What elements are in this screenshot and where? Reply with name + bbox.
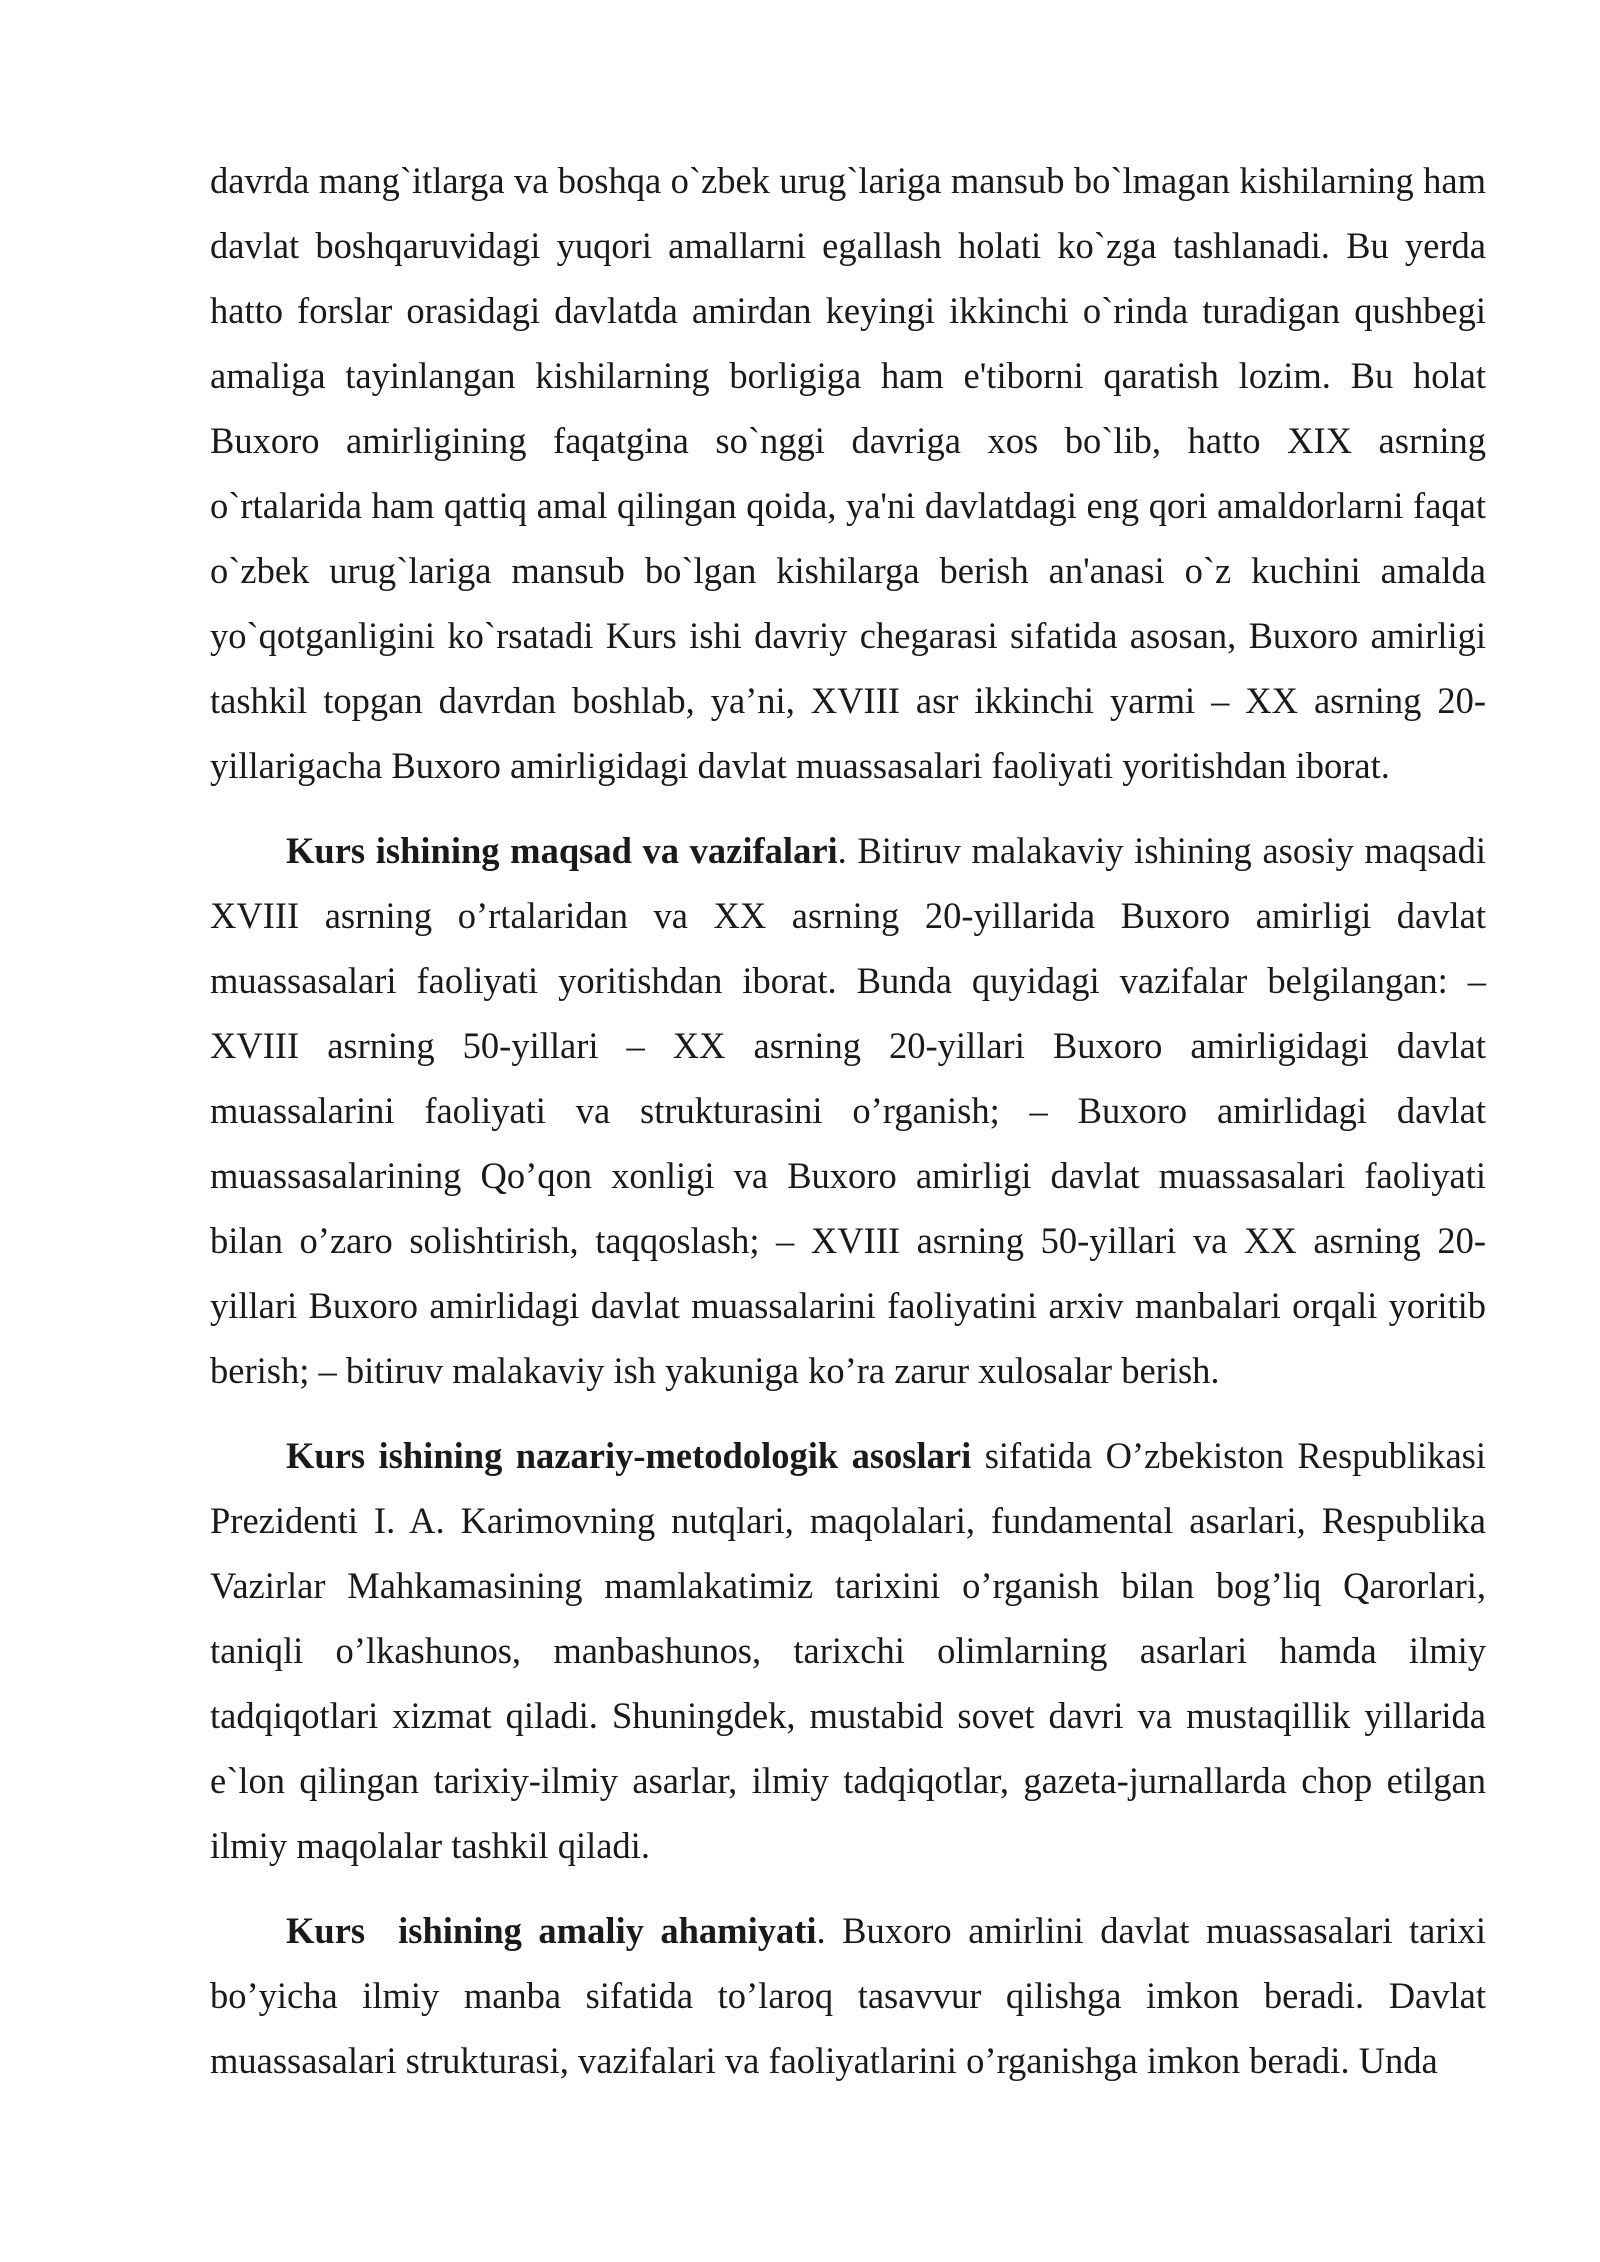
paragraph-heading: Kurs ishining maqsad va vazifalari xyxy=(286,830,838,871)
paragraph-goals xyxy=(210,818,1486,1403)
document-body xyxy=(210,148,1486,2093)
paragraph-heading: Kurs ishining nazariy-metodologik asoslari xyxy=(286,1435,972,1476)
paragraph-methodology xyxy=(210,1423,1486,1878)
paragraph-text: . Buxoro amirlini davlat muassasalari tarixi bo’yicha ilmiy manba sifatida to’laroq tasavvur qilishga imkon beradi. Davlat muassasalari strukturasi, vazifalari va faoliyatlarini o’rganishga imkon beradi. Unda xyxy=(210,1910,1487,2081)
paragraph-heading: Kurs ishining amaliy ahamiyati xyxy=(286,1910,817,1951)
paragraph-text: sifatida O’zbekiston Respublikasi Prezidenti I. A. Karimovning nutqlari, maqolalari, fundamental asarlari, Respublika Vazirlar Mahkamasining mamlakatimiz tarixini o’rganish bilan bog’liq Qarorlari, taniqli o’lkashunos, manbashunos, tarixchi olimlarning asarlari hamda ilmiy tadqiqotlari xizmat qiladi. Shuningdek, mustabid sovet davri va mustaqillik yillarida e`lon qilingan tarixiy-ilmiy asarlar, ilmiy tadqiqotlar, gazeta-jurnallarda chop etilgan ilmiy maqolalar tashkil qiladi. xyxy=(210,1435,1486,1866)
paragraph-text: davrda mang`itlarga va boshqa o`zbek urug`lariga mansub bo`lmagan kishilarning ham davlat boshqaruvidagi yuqori amallarni egallash holati ko`zga tashlanadi. Bu yerda hatto forslar orasidagi davlatda amirdan keyingi ikkinchi o`rinda turadigan qushbegi amaliga tayinlangan kishilarning borligiga ham e'tiborni qaratish lozim. Bu holat Buxoro amirligining faqatgina so`nggi davriga xos bo`lib, hatto XIX asrning o`rtalarida ham qattiq amal qilingan qoida, ya'ni davlatdagi eng qori amaldorlarni faqat o`zbek urug`lariga mansub bo`lgan kishilarga berish an'anasi o`z kuchini amalda yo`qotganligini ko`rsatadi Kurs ishi davriy chegarasi sifatida asosan, Buxoro amirligi tashkil topgan davrdan boshlab, ya’ni, XVIII asr ikkinchi yarmi – XX asrning 20- yillarigacha Buxoro amirligidagi davlat muassasalari faoliyati yoritishdan iborat. xyxy=(210,160,1486,786)
paragraph-practical-significance xyxy=(210,1898,1486,2093)
paragraph-text: . Bitiruv malakaviy ishining asosiy maqsadi XVIII asrning o’rtalaridan va XX asrning 20-yillarida Buxoro amirligi davlat muassasalari faoliyati yoritishdan iborat. Bunda quyidagi vazifalar belgilangan: – XVIII asrning 50-yillari – XX asrning 20-yillari Buxoro amirligidagi davlat muassalarini faoliyati va strukturasini o’rganish; – Buxoro amirlidagi davlat muassasalarining Qo’qon xonligi va Buxoro amirligi davlat muassasalari faoliyati bilan o’zaro solishtirish, taqqoslash; – XVIII asrning 50-yillari va XX asrning 20-yillari Buxoro amirlidagi davlat muassalarini faoliyatini arxiv manbalari orqali yoritib berish; – bitiruv malakaviy ish yakuniga ko’ra zarur xulosalar berish. xyxy=(210,830,1486,1391)
paragraph-continuation xyxy=(210,148,1486,798)
